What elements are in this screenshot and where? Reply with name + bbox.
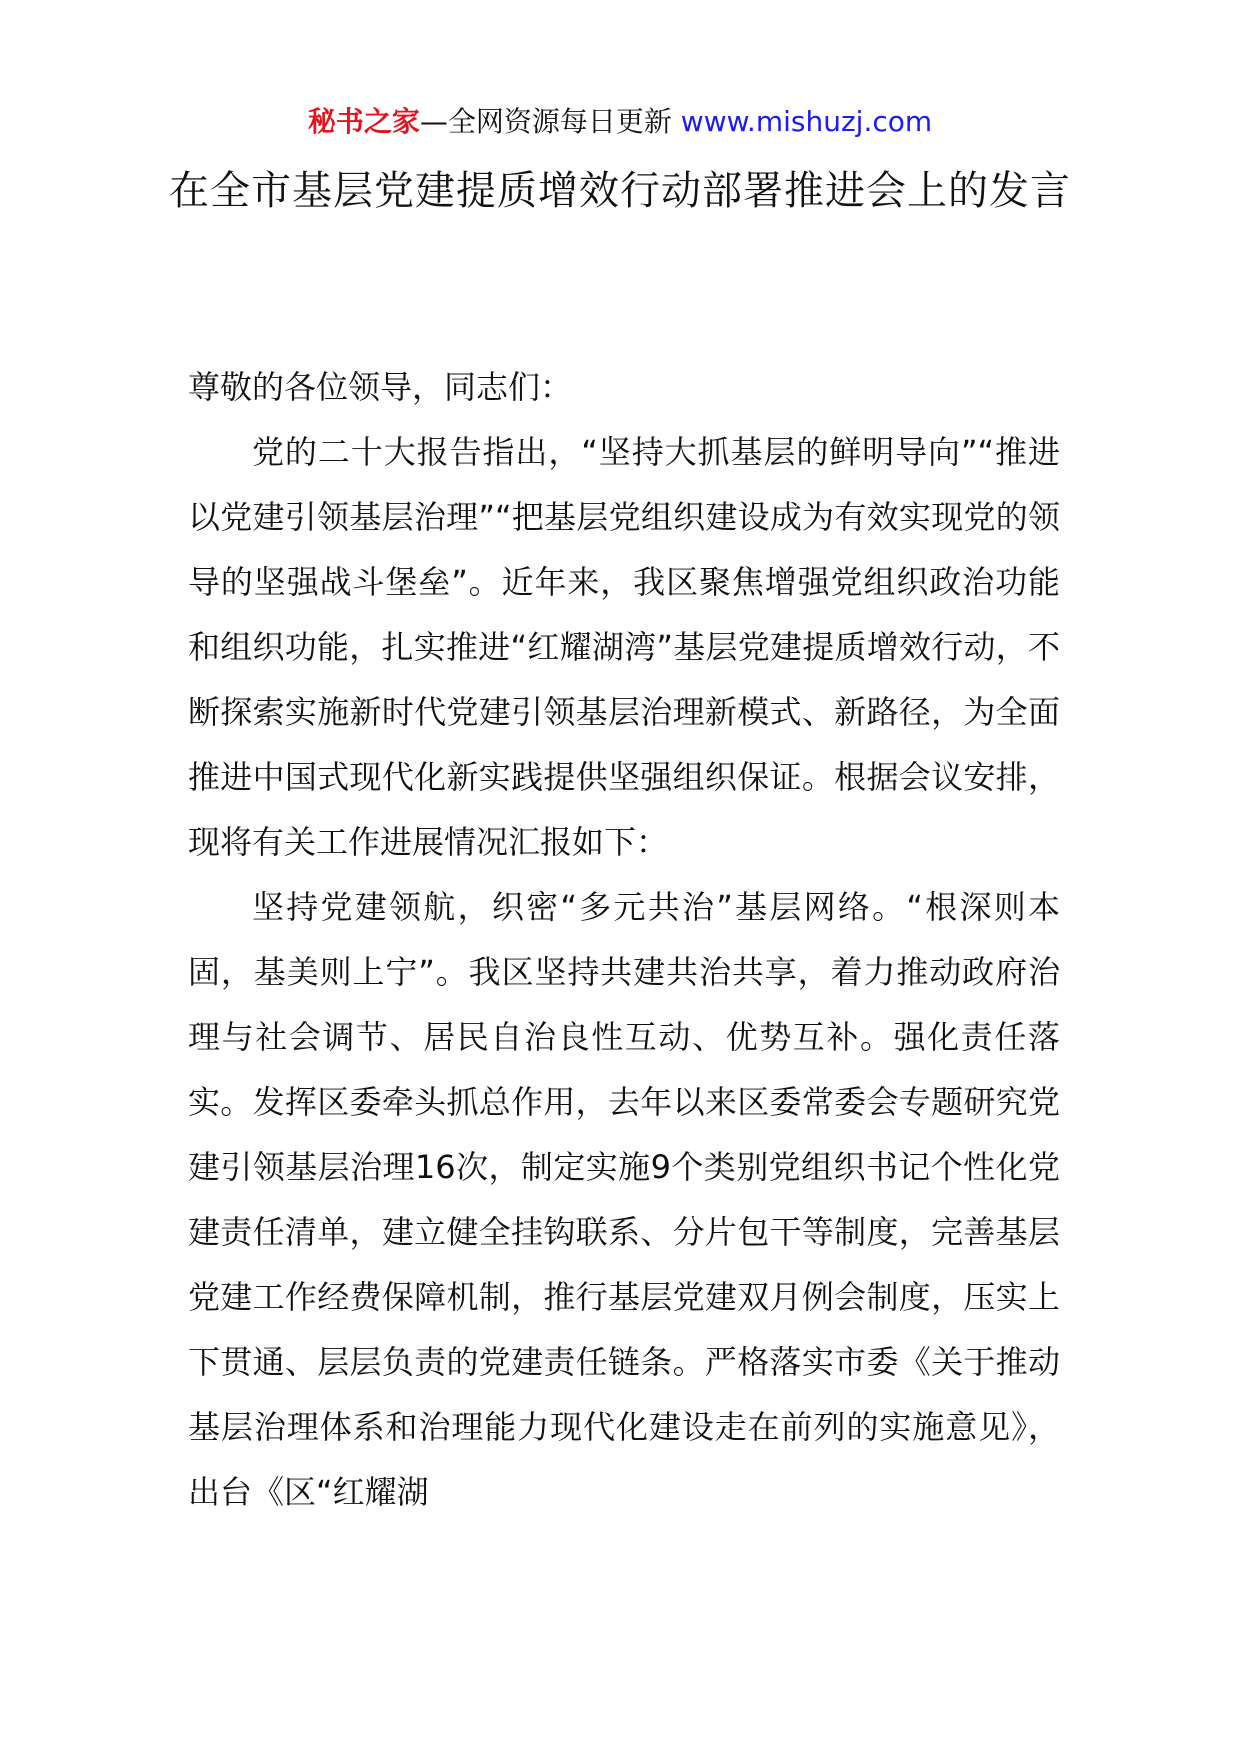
header-tagline: —全网资源每日更新: [419, 105, 672, 138]
paragraph-2: 坚持党建领航，织密“多元共治”基层网络。“根深则本固，基美则上宁”。我区坚持共建共治共享，着力推动政府治理与社会调节、居民自治良性互动、优势互补。强化责任落实。发挥区委牵头抓总作用，去年以来区委常委会专题研究党建引领基层治理16次，制定实施9个类别党组织书记个性化党建责任清单，建立健全挂钩联系、分片包干等制度，完善基层党建工作经费保障机制，推行基层党建双月例会制度，压实上下贯通、层层负责的党建责任链条。严格落实市委《关于推动基层治理体系和治理能力现代化建设走在前列的实施意见》，出台《区“红耀湖: [188, 888, 1060, 1511]
paragraph-1: 党的二十大报告指出，“坚持大抓基层的鲜明导向”“推进以党建引领基层治理”“把基层党组织建设成为有效实现党的领导的坚强战斗堡垒”。近年来，我区聚焦增强党组织政治功能和组织功能，扎实推进“红耀湖湾”基层党建提质增效行动，不断探索实施新时代党建引领基层治理新模式、新路径，为全面推进中国式现代化新实践提供坚强组织保证。根据会议安排，现将有关工作进展情况汇报如下：: [188, 433, 1060, 861]
document-body: [188, 355, 1060, 1525]
document-title: 在全市基层党建提质增效行动部署推进会上的发言: [169, 168, 1071, 214]
salutation: 尊敬的各位领导，同志们：: [188, 368, 573, 406]
site-header: [0, 100, 1240, 144]
site-url-link[interactable]: www.mishuzj.com: [680, 105, 933, 138]
brand-name: 秘书之家: [307, 105, 420, 138]
